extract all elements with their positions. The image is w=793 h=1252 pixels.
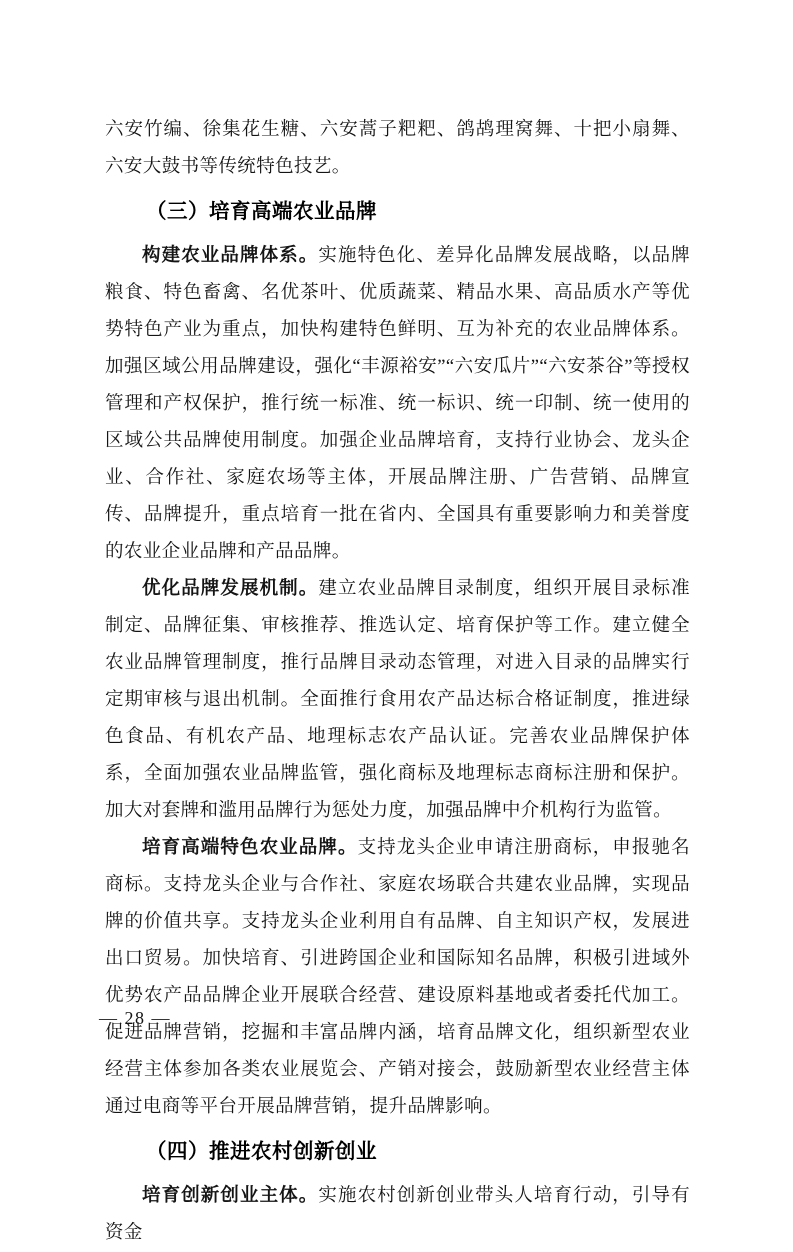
paragraph [105, 571, 690, 830]
section-heading-3: （三）培育高端农业品牌 [146, 200, 377, 223]
page-number: — 28 — [99, 1008, 171, 1028]
paragraph-lead: 培育创新创业主体。 [142, 1186, 319, 1206]
paragraph-lead: 构建农业品牌体系。 [142, 246, 319, 266]
paragraph [105, 238, 690, 571]
paragraph-continuation: 六安竹编、徐集花生糖、六安蒿子粑粑、鸽鸪理窝舞、十把小扇舞、六安大鼓书等传统特色技艺。 [105, 120, 690, 177]
paragraph-lead: 优化品牌发展机制。 [142, 579, 319, 599]
paragraph-text: 支持龙头企业申请注册商标，申报驰名商标。支持龙头企业与合作社、家庭农场联合共建农业品牌，实现品牌的价值共享。支持龙头企业利用自有品牌、自主知识产权，发展进出口贸易。加快培育、引进跨国企业和国际知名品牌，积极引进域外优势农产品品牌企业开展联合经营、建设原料基地或者委托代加工。促进品牌营销，挖掘和丰富品牌内涵，培育品牌文化，组织新型农业经营主体参加各类农业展览会、产销对接会，鼓励新型农业经营主体通过电商等平台开展品牌营销，提升品牌影响。 [105, 838, 690, 1117]
section-heading-4: （四）推进农村创新创业 [146, 1140, 377, 1163]
paragraph-text: 实施农村创新创业带头人培育行动，引导有资金 [105, 1186, 690, 1243]
paragraph [105, 1178, 690, 1252]
paragraph [105, 830, 690, 1126]
paragraph-lead: 培育高端特色农业品牌。 [142, 838, 358, 858]
paragraph-text: 建立农业品牌目录制度，组织开展目录标准制定、品牌征集、审核推荐、推选认定、培育保护等工作。建立健全农业品牌管理制度，推行品牌目录动态管理，对进入目录的品牌实行定期审核与退出机制。全面推行食用农产品达标合格证制度，推进绿色食品、有机农产品、地理标志农产品认证。完善农业品牌保护体系，全面加强农业品牌监管，强化商标及地理标志商标注册和保护。加大对套牌和滥用品牌行为惩处力度，加强品牌中介机构行为监管。 [105, 579, 690, 821]
paragraph-text: 实施特色化、差异化品牌发展战略，以品牌粮食、特色畜禽、名优茶叶、优质蔬菜、精品水果、高品质水产等优势特色产业为重点，加快构建特色鲜明、互为补充的农业品牌体系。加强区域公用品牌建设，强化“丰源裕安”“六安瓜片”“六安茶谷”等授权管理和产权保护，推行统一标准、统一标识、统一印制、统一使用的区域公共品牌使用制度。加强企业品牌培育，支持行业协会、龙头企业、合作社、家庭农场等主体，开展品牌注册、广告营销、品牌宣传、品牌提升，重点培育一批在省内、全国具有重要影响力和美誉度的农业企业品牌和产品品牌。 [105, 246, 690, 562]
